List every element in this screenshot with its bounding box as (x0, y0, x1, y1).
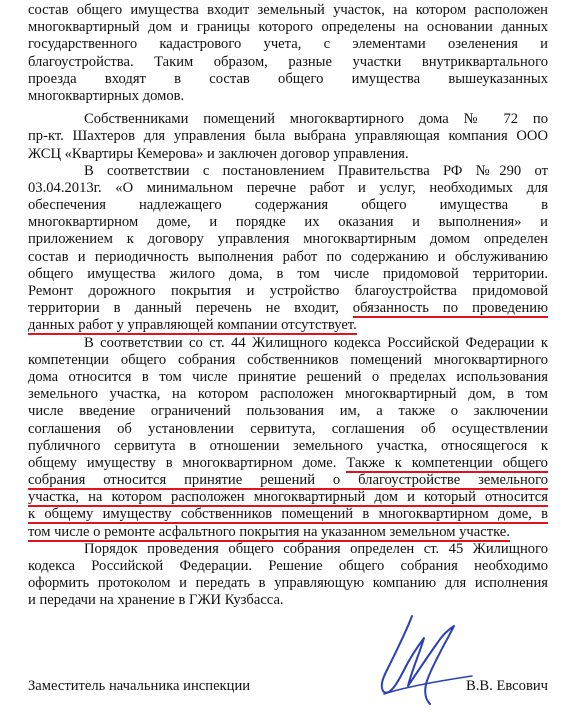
text-line: общего имущества жилого дома, в том числе придомовой территории. (28, 265, 548, 282)
text-line: В соответствии с постановлением Правительства РФ №290 от (84, 162, 548, 179)
text-line: государственного кадастрового учета, с элементами озеленения и (28, 36, 548, 53)
text-line (28, 300, 548, 317)
signatory-name: В.В. Евсович (466, 678, 548, 694)
text-line (28, 472, 548, 489)
text-line: компетенции общего собрания собственников помещений многоквартирного (28, 351, 548, 368)
underlined-text: участка, на котором расположен многоквартирный дом и который относится (28, 489, 548, 506)
text-line: пр-кт. Шахтеров для управления была выбрана управляющая компания ООО (28, 128, 548, 145)
text-line (28, 524, 548, 541)
text-line (28, 506, 548, 523)
text-segment: общему имуществу в многоквартирном доме. (28, 454, 337, 471)
text-line: благоустройства. Таким образом, разные участки внутриквартального (28, 53, 548, 70)
handwritten-signature (372, 612, 482, 716)
text-line: многоквартирном доме, и порядке их оказания и выполнения» и (28, 214, 548, 231)
underlined-text: данных работ у управляющей компании отсутствует. (28, 317, 357, 334)
underlined-text: обязанность по проведению (352, 300, 548, 317)
document-body (28, 2, 548, 610)
signature-block (28, 678, 548, 698)
underlined-text: том числе о ремонте асфальтного покрытия на указанном земельном участке. (28, 523, 510, 540)
text-line: состав общего имущества входит земельный участок, на котором расположен (28, 2, 548, 18)
signatory-title: Заместитель начальника инспекции (28, 678, 251, 694)
text-line: проезда входят в состав общего имущества вышеуказанных (28, 70, 548, 87)
text-line: ЖСЦ «Квартиры Кемерова» и заключен договор управления. (28, 145, 409, 162)
text-line: многоквартирный дом и границы которого определены на основании данных (28, 19, 548, 36)
text-line: дома относится в том числе принятие решений о пределах использования (28, 368, 548, 385)
text-line (28, 455, 548, 472)
underlined-text: Также к компетенции общего (346, 454, 548, 471)
text-line: соглашения об установлении сервитута, соглашения об осуществлении (28, 420, 548, 437)
text-segment: территории в данный перечень не входит, (28, 300, 339, 317)
underlined-text: к общему имуществу собственников помещений в многоквартирном доме, в (28, 506, 548, 523)
text-line: многоквартирных домов. (28, 87, 185, 104)
text-line: Порядок проведения общего собрания определен ст. 45 Жилищного (84, 540, 548, 557)
text-line: оформить протоколом и передать в управляющую компанию для исполнения (28, 575, 548, 592)
text-line: 03.04.2013г. «О минимальном перечне работ и услуг, необходимых для (28, 179, 548, 196)
text-line: состав и периодичность выполнения работ по содержанию и обслуживанию (28, 248, 548, 265)
text-line (28, 489, 548, 506)
text-line: земельного участка, на котором расположен многоквартирный дом, в том (28, 386, 548, 403)
text-line: обеспечения надлежащего содержания общего имущества в (28, 197, 548, 214)
text-line: Собственниками помещений многоквартирного дома № 72 по (84, 111, 548, 128)
text-line: приложением к договору управления многоквартирным домом определен (28, 231, 548, 248)
text-line: Ремонт дорожного покрытия и устройство благоустройства придомовой (28, 283, 548, 299)
text-line (28, 317, 548, 334)
text-line: кодекса Российской Федерации. Решение общего собрания необходимо (28, 558, 548, 574)
text-line: и передачи на хранение в ГЖИ Кузбасса. (28, 592, 284, 609)
text-line: В соответствии со ст. 44 Жилищного кодекса Российской Федерации к (84, 334, 548, 351)
text-line: публичного сервитута в отношении земельного участка, относящегося к (28, 437, 548, 454)
text-line: числе введение ограничений пользования им, а также о заключении (28, 403, 548, 420)
underlined-text: собрания относится принятие решений о благоустройстве земельного (28, 472, 548, 489)
